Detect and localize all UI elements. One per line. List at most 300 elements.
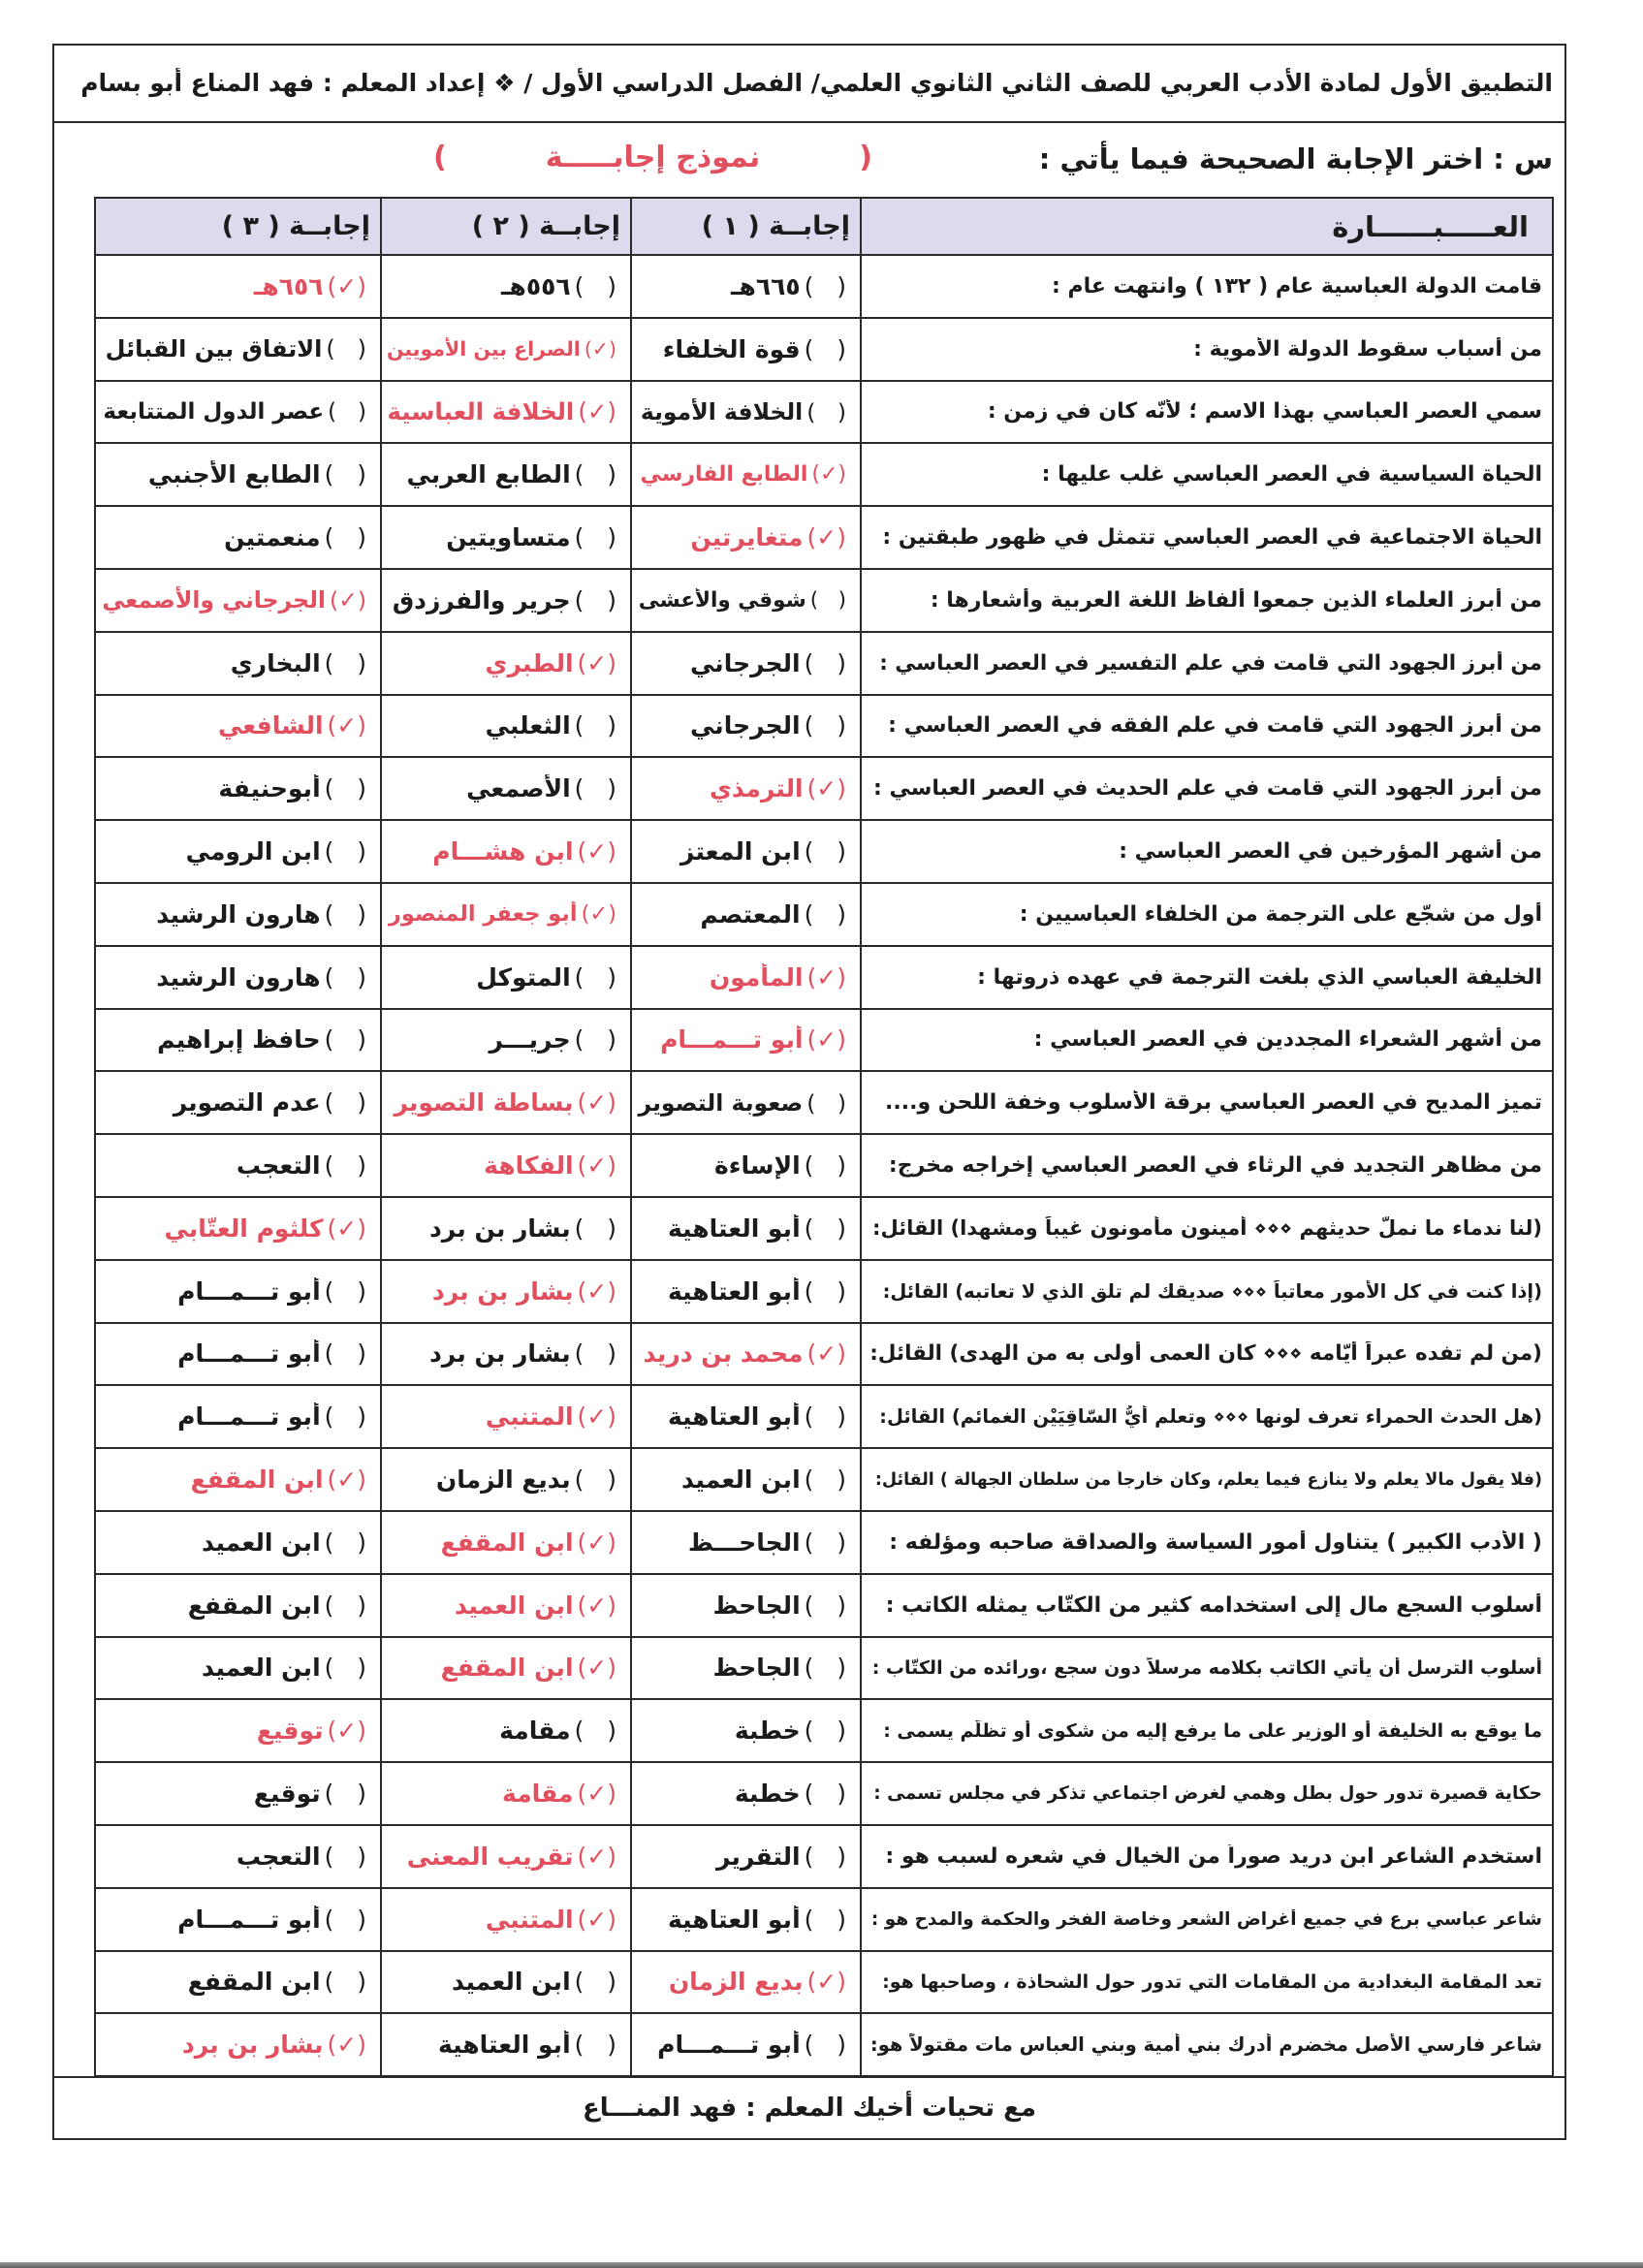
table-row xyxy=(95,1009,1553,1072)
statement-text: أسلوب الترسل أن يأتي الكاتب بكلامه مرسلاً دون سجع ،ورائده من الكتّاب : xyxy=(871,1656,1542,1679)
checkmark-icon: (✓) xyxy=(806,1339,846,1369)
answer-option xyxy=(96,1654,380,1682)
option-text: المتوكل xyxy=(476,962,571,992)
answer-option xyxy=(96,1843,380,1871)
table-header xyxy=(95,198,1553,255)
answer-option-correct xyxy=(382,649,630,677)
statement-text: الحياة الاجتماعية في العصر العباسي تتمثل في ظهور طبقتين : xyxy=(882,525,1542,551)
answer-option xyxy=(96,1402,380,1431)
answer-option xyxy=(632,2031,860,2059)
answer-option xyxy=(96,460,380,488)
option-text: كلثوم العتّابي xyxy=(164,1213,324,1243)
statement-cell xyxy=(861,381,1553,444)
empty-choice-icon: ( ) xyxy=(324,899,366,929)
option-text: ابن العميد xyxy=(202,1654,321,1683)
answer-cell-3 xyxy=(95,506,381,569)
answer-option-correct xyxy=(382,1277,630,1306)
statement-cell xyxy=(861,632,1553,695)
answer-cell-2 xyxy=(381,1699,631,1762)
answer-key-close-paren: ) xyxy=(433,141,447,174)
answer-option-correct xyxy=(96,1717,380,1745)
table-row xyxy=(95,1071,1553,1134)
header-answer-2 xyxy=(381,198,631,255)
option-text: أبو العتاهية xyxy=(437,2031,571,2060)
option-text: أبو جعفر المنصور xyxy=(388,901,578,928)
option-text: خطبة xyxy=(734,1780,801,1809)
option-text: المعتصم xyxy=(700,899,801,929)
option-text: أبو تـــمـــام xyxy=(657,2031,801,2060)
answer-option-correct xyxy=(382,337,630,361)
answer-cell-3 xyxy=(95,443,381,506)
answer-option-correct xyxy=(632,1025,860,1054)
option-text: ابن الرومي xyxy=(185,837,321,866)
statement-text: تعد المقامة البغدادية من المقامات التي تدور حول الشحاذة ، وصاحبها هو: xyxy=(882,1970,1542,1993)
checkmark-icon: (✓) xyxy=(577,1654,616,1683)
option-text: ابن المقفع xyxy=(187,1968,321,1997)
answer-cell-2 xyxy=(381,2013,631,2076)
option-text: أبو العتاهية xyxy=(667,1213,801,1243)
option-text: الصراع بين الأمويين xyxy=(386,337,581,362)
answer-cell-1 xyxy=(631,820,861,883)
table-row xyxy=(95,757,1553,820)
empty-choice-icon: ( ) xyxy=(574,1213,616,1243)
option-text: بشار بن برد xyxy=(428,1213,571,1243)
option-text: البخاري xyxy=(230,648,321,677)
option-text: الطابع العربي xyxy=(406,460,571,489)
answer-cell-1 xyxy=(631,1385,861,1448)
option-text: أبو تـــمـــام xyxy=(660,1025,804,1055)
answer-cell-1 xyxy=(631,1637,861,1700)
answer-cell-3 xyxy=(95,757,381,820)
option-text: الأصمعي xyxy=(466,774,571,803)
option-text: التقرير xyxy=(715,1842,801,1871)
option-text: أبو تـــمـــام xyxy=(177,1905,321,1934)
statement-text: استخدم الشاعر ابن دريد صوراً من الخيال في شعره لسبب هو : xyxy=(885,1843,1542,1869)
empty-choice-icon: ( ) xyxy=(326,335,366,363)
option-text: جرير والفرزدق xyxy=(392,585,571,614)
table-row xyxy=(95,1511,1553,1574)
answer-option xyxy=(382,1465,630,1494)
answer-option-correct xyxy=(632,1968,860,1996)
answer-option xyxy=(632,1089,860,1117)
answer-option-correct xyxy=(632,774,860,803)
option-text: الخلافة الأموية xyxy=(640,397,804,425)
statement-cell xyxy=(861,1637,1553,1700)
header-answer-3 xyxy=(95,198,381,255)
empty-choice-icon: ( ) xyxy=(324,1591,366,1620)
option-text: ابن العميد xyxy=(452,1968,571,1997)
table-row xyxy=(95,946,1553,1009)
statement-text: تميز المديح في العصر العباسي برقة الأسلوب وخفة اللحن و.... xyxy=(885,1090,1542,1116)
empty-choice-icon: ( ) xyxy=(324,837,366,866)
empty-choice-icon: ( ) xyxy=(809,587,846,613)
answer-option xyxy=(96,335,380,362)
answer-cell-1 xyxy=(631,946,861,1009)
empty-choice-icon: ( ) xyxy=(324,1276,366,1306)
table-row xyxy=(95,2013,1553,2076)
answer-option xyxy=(632,711,860,740)
answer-cell-1 xyxy=(631,2013,861,2076)
option-text: ابن المقفع xyxy=(440,1528,574,1557)
worksheet-title: التطبيق الأول لمادة الأدب العربي للصف الثاني الثانوي العلمي/ الفصل الدراسي الأول / ❖ إعداد المعلم : فهد المناع أبو بسام xyxy=(80,68,1553,97)
table-row xyxy=(95,632,1553,695)
statement-text: من أشهر المؤرخين في العصر العباسي : xyxy=(1119,839,1542,865)
table-row xyxy=(95,1699,1553,1762)
empty-choice-icon: ( ) xyxy=(804,1528,846,1557)
checkmark-icon: (✓) xyxy=(577,1276,616,1306)
answer-cell-2 xyxy=(381,820,631,883)
checkmark-icon: (✓) xyxy=(578,397,616,426)
option-text: الفكاهة xyxy=(484,1151,574,1181)
option-text: ابن المعتز xyxy=(679,837,801,866)
statement-cell xyxy=(861,1574,1553,1637)
option-text: ٦٦٥هـ xyxy=(730,271,801,300)
statement-text: (هل الحدث الحمراء تعرف لونها ⋄⋄⋄ وتعلم أيُّ السّاقِيَيْن الغمائم) القائل: xyxy=(879,1405,1542,1429)
answer-option xyxy=(382,1968,630,1996)
option-text: الثعلبي xyxy=(485,711,571,740)
table-row xyxy=(95,883,1553,946)
empty-choice-icon: ( ) xyxy=(574,271,616,300)
answer-cell-2 xyxy=(381,381,631,444)
statement-cell xyxy=(861,946,1553,1009)
answer-option xyxy=(96,1780,380,1808)
statement-text: قامت الدولة العباسية عام ( ١٣٢ ) وانتهت عام : xyxy=(1051,273,1542,299)
answer-option xyxy=(632,588,860,613)
empty-choice-icon: ( ) xyxy=(804,1654,846,1683)
empty-choice-icon: ( ) xyxy=(324,1151,366,1181)
option-text: أبو العتاهية xyxy=(667,1905,801,1934)
statement-cell xyxy=(861,1134,1553,1197)
header-answer-3-label: إجابــة ( ٣ ) xyxy=(221,211,370,241)
answer-option-correct xyxy=(382,901,630,927)
answer-cell-1 xyxy=(631,883,861,946)
option-text: بشار بن برد xyxy=(428,1339,571,1369)
answer-option-correct xyxy=(382,1528,630,1557)
empty-choice-icon: ( ) xyxy=(804,1402,846,1432)
statement-cell xyxy=(861,1260,1553,1323)
answer-option xyxy=(96,900,380,929)
answer-option xyxy=(632,1717,860,1745)
option-text: جريـــر xyxy=(489,1025,571,1055)
answer-cell-1 xyxy=(631,443,861,506)
statement-text: ( الأدب الكبير ) يتناول أمور السياسة والصداقة صاحبه ومؤلفه : xyxy=(889,1529,1542,1555)
option-text: أبو العتاهية xyxy=(667,1402,801,1432)
answer-cell-3 xyxy=(95,569,381,632)
answer-cell-1 xyxy=(631,1260,861,1323)
answer-key-open-paren: ( xyxy=(859,141,872,174)
header-answer-2-label: إجابــة ( ٢ ) xyxy=(471,211,620,241)
option-text: أبو تـــمـــام xyxy=(177,1339,321,1369)
option-text: ابن المقفع xyxy=(440,1654,574,1683)
answer-cell-3 xyxy=(95,255,381,318)
option-text: بديع الزمان xyxy=(435,1465,571,1495)
empty-choice-icon: ( ) xyxy=(574,711,616,740)
answer-cell-1 xyxy=(631,1448,861,1511)
answer-key-text: نموذج إجابـــــة xyxy=(545,141,761,174)
answer-option xyxy=(632,1591,860,1620)
answer-option-correct xyxy=(382,1088,630,1117)
answer-key-label xyxy=(433,141,872,174)
answer-cell-2 xyxy=(381,1574,631,1637)
table-row xyxy=(95,1323,1553,1386)
empty-choice-icon: ( ) xyxy=(324,1654,366,1683)
option-text: الخلافة العباسية xyxy=(387,397,575,426)
statement-text: حكاية قصيرة تدور حول بطل وهمي لغرض اجتماعي تذكر في مجلس تسمى : xyxy=(873,1783,1542,1805)
statement-cell xyxy=(861,1888,1553,1951)
empty-choice-icon: ( ) xyxy=(324,1025,366,1055)
empty-choice-icon: ( ) xyxy=(574,1025,616,1055)
answer-option xyxy=(382,1214,630,1243)
table-row xyxy=(95,506,1553,569)
table-row xyxy=(95,1888,1553,1951)
answer-cell-1 xyxy=(631,1009,861,1072)
option-text: خطبة xyxy=(734,1717,801,1746)
empty-choice-icon: ( ) xyxy=(804,2031,846,2060)
answer-option-correct xyxy=(96,586,380,614)
statement-cell xyxy=(861,695,1553,758)
table-row xyxy=(95,1574,1553,1637)
answer-option xyxy=(632,1465,860,1494)
checkmark-icon: (✓) xyxy=(577,837,616,866)
empty-choice-icon: ( ) xyxy=(804,648,846,677)
option-text: الجرجاني والأصمعي xyxy=(102,586,326,614)
empty-choice-icon: ( ) xyxy=(804,1780,846,1809)
answer-option xyxy=(382,523,630,551)
question-bar xyxy=(54,125,1564,197)
answer-option-correct xyxy=(96,1465,380,1494)
answer-option xyxy=(632,900,860,929)
table-row xyxy=(95,1825,1553,1888)
option-text: أبوحنيفة xyxy=(218,774,321,803)
answer-cell-1 xyxy=(631,255,861,318)
empty-choice-icon: ( ) xyxy=(574,1339,616,1369)
table-row xyxy=(95,1134,1553,1197)
answer-cell-3 xyxy=(95,1825,381,1888)
answer-cell-2 xyxy=(381,1511,631,1574)
option-text: المتنبي xyxy=(485,1905,574,1934)
answer-option-correct xyxy=(382,1402,630,1431)
option-text: بديع الزمان xyxy=(668,1968,804,1997)
answer-option-correct xyxy=(96,1214,380,1243)
statement-text: شاعر عباسي برع في جميع أغراض الشعر وخاصة الفخر والحكمة والمدح هو : xyxy=(870,1908,1542,1930)
answer-cell-1 xyxy=(631,1134,861,1197)
empty-choice-icon: ( ) xyxy=(328,398,366,425)
answer-option xyxy=(96,1277,380,1306)
option-text: الطبري xyxy=(485,648,574,677)
option-text: أبو تـــمـــام xyxy=(177,1276,321,1306)
answer-option xyxy=(96,1528,380,1557)
option-text: ٥٥٦هـ xyxy=(500,271,571,300)
empty-choice-icon: ( ) xyxy=(804,334,846,363)
answer-option-correct xyxy=(96,2031,380,2059)
statement-text: من أبرز العلماء الذين جمعوا ألفاظ اللغة العربية وأشعارها : xyxy=(930,587,1542,613)
answer-option-correct xyxy=(382,1654,630,1682)
answer-cell-1 xyxy=(631,1699,861,1762)
checkmark-icon: (✓) xyxy=(577,1151,616,1181)
answer-cell-2 xyxy=(381,632,631,695)
answer-cell-1 xyxy=(631,757,861,820)
option-text: بشار بن برد xyxy=(181,2031,324,2060)
answer-option-correct xyxy=(382,837,630,866)
answer-cell-1 xyxy=(631,318,861,381)
option-text: ابن العميد xyxy=(202,1528,321,1557)
empty-choice-icon: ( ) xyxy=(324,460,366,489)
quiz-table xyxy=(94,197,1554,2077)
answer-option xyxy=(382,2031,630,2059)
option-text: الجاحظ xyxy=(712,1591,801,1620)
answer-option xyxy=(382,774,630,803)
option-text: التعجب xyxy=(236,1842,321,1871)
answer-cell-3 xyxy=(95,1699,381,1762)
answer-cell-3 xyxy=(95,1197,381,1260)
answer-option xyxy=(96,523,380,551)
statement-text: من أسباب سقوط الدولة الأموية : xyxy=(1193,336,1542,362)
answer-cell-2 xyxy=(381,946,631,1009)
empty-choice-icon: ( ) xyxy=(324,1402,366,1432)
answer-option xyxy=(96,1088,380,1117)
header-answer-1 xyxy=(631,198,861,255)
option-text: التعجب xyxy=(236,1151,321,1181)
statement-cell xyxy=(861,1511,1553,1574)
statement-cell xyxy=(861,883,1553,946)
answer-cell-1 xyxy=(631,1574,861,1637)
answer-option xyxy=(96,1025,380,1054)
empty-choice-icon: ( ) xyxy=(804,1717,846,1746)
answer-cell-1 xyxy=(631,1323,861,1386)
option-text: بشار بن برد xyxy=(431,1276,574,1306)
answer-cell-3 xyxy=(95,820,381,883)
answer-option xyxy=(382,460,630,488)
checkmark-icon: (✓) xyxy=(577,1402,616,1432)
option-text: الشافعي xyxy=(217,711,324,740)
checkmark-icon: (✓) xyxy=(577,1905,616,1934)
answer-cell-2 xyxy=(381,1448,631,1511)
answer-option xyxy=(382,586,630,614)
checkmark-icon: (✓) xyxy=(811,462,846,488)
answer-cell-3 xyxy=(95,381,381,444)
answer-cell-1 xyxy=(631,1511,861,1574)
answer-cell-2 xyxy=(381,569,631,632)
table-row xyxy=(95,695,1553,758)
empty-choice-icon: ( ) xyxy=(804,711,846,740)
answer-option xyxy=(382,1025,630,1054)
statement-text: من أشهر الشعراء المجددين في العصر العباسي : xyxy=(1033,1027,1542,1053)
checkmark-icon: (✓) xyxy=(806,774,846,803)
answer-option xyxy=(632,1151,860,1180)
empty-choice-icon: ( ) xyxy=(324,1968,366,1997)
answer-cell-2 xyxy=(381,1071,631,1134)
statement-cell xyxy=(861,506,1553,569)
answer-option xyxy=(96,1906,380,1934)
option-text: أبو العتاهية xyxy=(667,1276,801,1306)
answer-option xyxy=(382,272,630,300)
answer-option xyxy=(632,335,860,363)
checkmark-icon: (✓) xyxy=(327,1213,366,1243)
empty-choice-icon: ( ) xyxy=(324,1905,366,1934)
statement-cell xyxy=(861,2013,1553,2076)
header-statement-label: العـــــبــــــارة xyxy=(1332,209,1529,243)
option-text: ٦٥٦هـ xyxy=(253,271,324,300)
option-text: تقريب المعنى xyxy=(406,1842,574,1871)
option-text: الجاحظ xyxy=(712,1654,801,1683)
answer-cell-2 xyxy=(381,1385,631,1448)
answer-cell-1 xyxy=(631,1071,861,1134)
answer-cell-2 xyxy=(381,1951,631,2014)
empty-choice-icon: ( ) xyxy=(324,774,366,803)
statement-cell xyxy=(861,1448,1553,1511)
checkmark-icon: (✓) xyxy=(577,1842,616,1871)
answer-cell-3 xyxy=(95,1511,381,1574)
statement-cell xyxy=(861,1951,1553,2014)
empty-choice-icon: ( ) xyxy=(324,1780,366,1809)
empty-choice-icon: ( ) xyxy=(804,1213,846,1243)
option-text: عصر الدول المتتابعة xyxy=(103,398,325,425)
empty-choice-icon: ( ) xyxy=(324,1528,366,1557)
statement-cell xyxy=(861,1197,1553,1260)
table-row xyxy=(95,1637,1553,1700)
table-row xyxy=(95,1260,1553,1323)
answer-option xyxy=(632,1654,860,1682)
statement-text: سمي العصر العباسي بهذا الاسم ؛ لأنّه كان في زمن : xyxy=(987,399,1542,425)
empty-choice-icon: ( ) xyxy=(806,1088,846,1117)
answer-cell-3 xyxy=(95,1762,381,1825)
answer-option xyxy=(96,1151,380,1180)
option-text: ابن المقفع xyxy=(190,1465,324,1495)
statement-cell xyxy=(861,1009,1553,1072)
answer-cell-3 xyxy=(95,1260,381,1323)
option-text: عدم التصوير xyxy=(173,1088,321,1118)
answer-cell-2 xyxy=(381,1134,631,1197)
answer-option xyxy=(632,1214,860,1243)
option-text: مقامة xyxy=(502,1780,574,1809)
answer-option xyxy=(632,272,860,300)
answer-option xyxy=(632,1906,860,1934)
statement-text: شاعر فارسي الأصل مخضرم أدرك بني أمية وبني العباس مات مقتولاً هو: xyxy=(869,2033,1542,2057)
answer-option-correct xyxy=(382,1780,630,1808)
checkmark-icon: (✓) xyxy=(577,1528,616,1557)
empty-choice-icon: ( ) xyxy=(804,271,846,300)
answer-option xyxy=(96,1591,380,1620)
answer-cell-3 xyxy=(95,946,381,1009)
empty-choice-icon: ( ) xyxy=(574,1717,616,1746)
checkmark-icon: (✓) xyxy=(806,1968,846,1997)
answer-option xyxy=(632,649,860,677)
empty-choice-icon: ( ) xyxy=(574,962,616,992)
answer-cell-1 xyxy=(631,1951,861,2014)
option-text: توقيع xyxy=(256,1717,324,1746)
scan-edge xyxy=(0,2262,1643,2268)
empty-choice-icon: ( ) xyxy=(574,1968,616,1997)
worksheet-frame xyxy=(52,44,1566,2140)
table-row xyxy=(95,255,1553,318)
statement-text: الحياة السياسية في العصر العباسي غلب عليها : xyxy=(1041,462,1542,488)
statement-text: ما يوقع به الخليفة أو الوزير على ما يرفع إليه من شكوى أو تظلّم يسمى : xyxy=(883,1719,1542,1742)
option-text: الجاحـــظ xyxy=(687,1528,801,1557)
statement-cell xyxy=(861,1762,1553,1825)
option-text: الطابع الأجنبي xyxy=(147,460,321,489)
empty-choice-icon: ( ) xyxy=(804,1465,846,1495)
table-row xyxy=(95,1951,1553,2014)
answer-cell-3 xyxy=(95,1009,381,1072)
answer-cell-2 xyxy=(381,443,631,506)
empty-choice-icon: ( ) xyxy=(804,1591,846,1620)
answer-cell-3 xyxy=(95,1637,381,1700)
answer-option xyxy=(632,398,860,425)
header-row xyxy=(95,198,1553,255)
empty-choice-icon: ( ) xyxy=(324,962,366,992)
statement-cell xyxy=(861,1071,1553,1134)
statement-text: (فلا يقول مالا يعلم ولا ينازع فيما يعلم، وكان خارجاً من سلطان الجهالة ) القائل: xyxy=(874,1469,1542,1490)
